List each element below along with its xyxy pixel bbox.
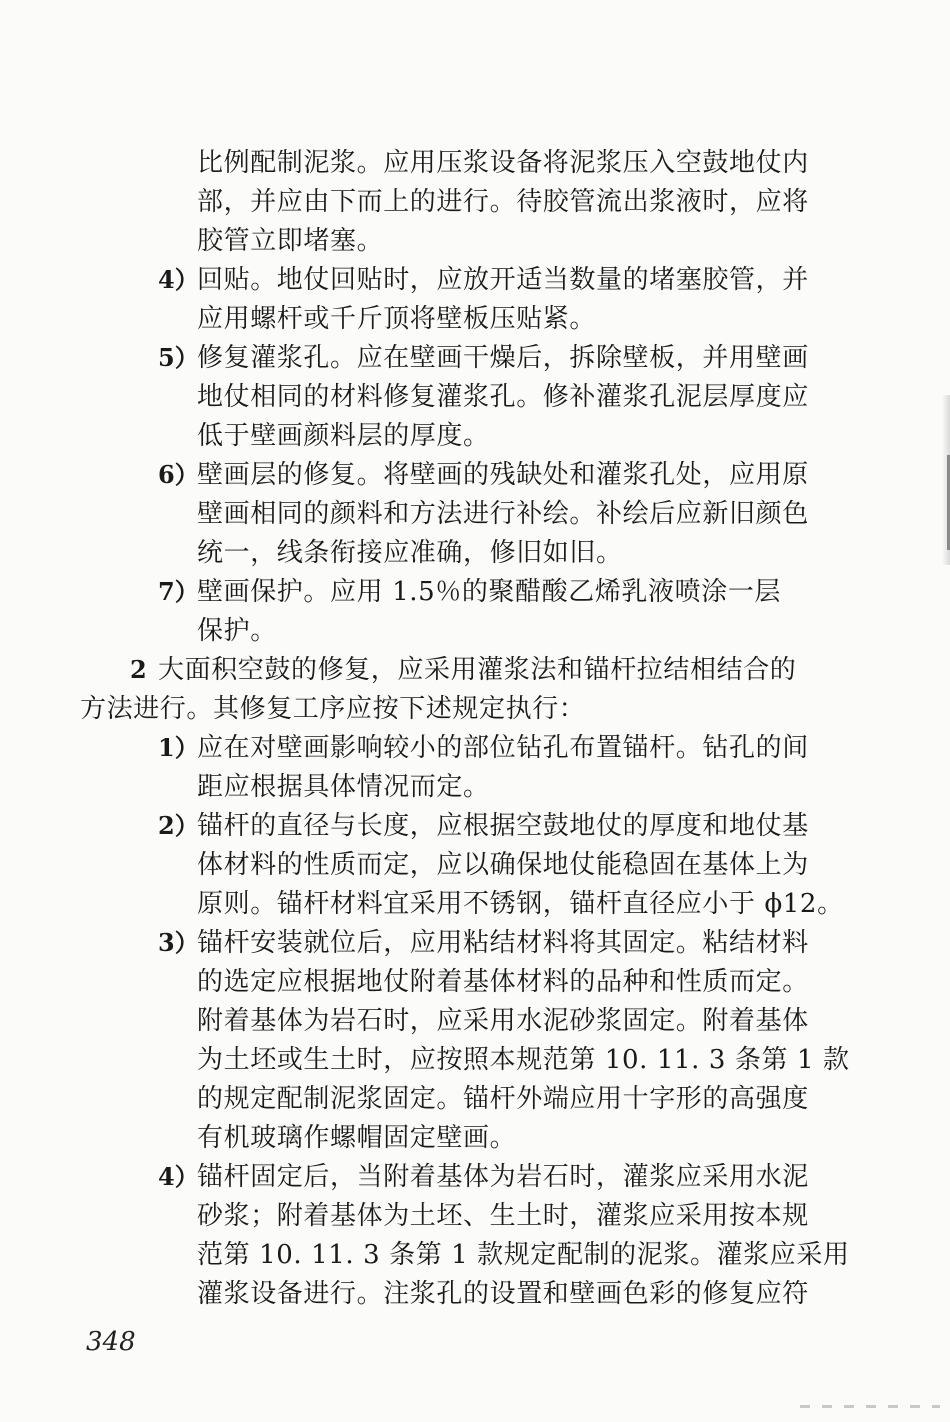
list-marker: 5） bbox=[158, 343, 199, 372]
text-line: 范第 10. 11. 3 条第 1 款规定配制的泥浆。灌浆应采用 bbox=[197, 1240, 850, 1270]
text-line: 方法进行。其修复工序应按下述规定执行： bbox=[80, 694, 586, 724]
text-line: 壁画相同的颜料和方法进行补绘。补绘后应新旧颜色 bbox=[197, 499, 809, 529]
list-marker: 6） bbox=[158, 460, 199, 489]
text-line: 壁画层的修复。将壁画的残缺处和灌浆孔处，应用原 bbox=[197, 460, 809, 490]
text-line: 为土坯或生土时，应按照本规范第 10. 11. 3 条第 1 款 bbox=[197, 1045, 850, 1075]
text-line: 应用螺杆或千斤顶将壁板压贴紧。 bbox=[197, 304, 597, 334]
text-line: 原则。锚杆材料宜采用不锈钢，锚杆直径应小于 ϕ12。 bbox=[197, 889, 844, 919]
list-marker: 3） bbox=[158, 928, 199, 957]
text-line: 灌浆设备进行。注浆孔的设置和壁画色彩的修复应符 bbox=[197, 1279, 809, 1309]
text-line: 附着基体为岩石时，应采用水泥砂浆固定。附着基体 bbox=[197, 1006, 809, 1036]
text-line: 统一，线条衔接应准确，修旧如旧。 bbox=[197, 538, 623, 568]
page-number: 348 bbox=[86, 1327, 136, 1357]
list-marker: 1） bbox=[158, 733, 199, 762]
text-line: 回贴。地仗回贴时，应放开适当数量的堵塞胶管，并 bbox=[197, 265, 809, 295]
text-line: 胶管立即堵塞。 bbox=[197, 226, 384, 256]
text-line: 锚杆固定后，当附着基体为岩石时，灌浆应采用水泥 bbox=[197, 1162, 809, 1192]
text-line: 部，并应由下而上的进行。待胶管流出浆液时，应将 bbox=[197, 187, 809, 217]
text-line: 低于壁画颜料层的厚度。 bbox=[197, 421, 490, 451]
list-marker: 4） bbox=[158, 1162, 199, 1191]
scan-specks bbox=[800, 1405, 940, 1408]
text-line: 砂浆；附着基体为土坯、生土时，灌浆应采用按本规 bbox=[197, 1201, 809, 1231]
text-line: 有机玻璃作螺帽固定壁画。 bbox=[197, 1123, 517, 1153]
clause-number: 2 bbox=[130, 655, 147, 684]
text-line: 应在对壁画影响较小的部位钻孔布置锚杆。钻孔的间 bbox=[197, 733, 809, 763]
text-line: 距应根据具体情况而定。 bbox=[197, 772, 490, 802]
text-line: 大面积空鼓的修复，应采用灌浆法和锚杆拉结相结合的 bbox=[158, 655, 797, 685]
list-marker: 4） bbox=[158, 265, 199, 294]
text-line: 的规定配制泥浆固定。锚杆外端应用十字形的高强度 bbox=[197, 1084, 809, 1114]
text-line: 锚杆的直径与长度，应根据空鼓地仗的厚度和地仗基 bbox=[197, 811, 809, 841]
list-marker: 7） bbox=[158, 577, 199, 606]
text-line: 的选定应根据地仗附着基体材料的品种和性质而定。 bbox=[197, 967, 809, 997]
text-line: 保护。 bbox=[197, 616, 277, 646]
text-line: 壁画保护。应用 1.5％的聚醋酸乙烯乳液喷涂一层 bbox=[197, 577, 782, 607]
text-line: 修复灌浆孔。应在壁画干燥后，拆除壁板，并用壁画 bbox=[197, 343, 809, 373]
text-line: 锚杆安装就位后，应用粘结材料将其固定。粘结材料 bbox=[197, 928, 809, 958]
text-line: 体材料的性质而定，应以确保地仗能稳固在基体上为 bbox=[197, 850, 809, 880]
list-marker: 2） bbox=[158, 811, 199, 840]
text-line: 比例配制泥浆。应用压浆设备将泥浆压入空鼓地仗内 bbox=[197, 148, 809, 178]
text-line: 地仗相同的材料修复灌浆孔。修补灌浆孔泥层厚度应 bbox=[197, 382, 809, 412]
